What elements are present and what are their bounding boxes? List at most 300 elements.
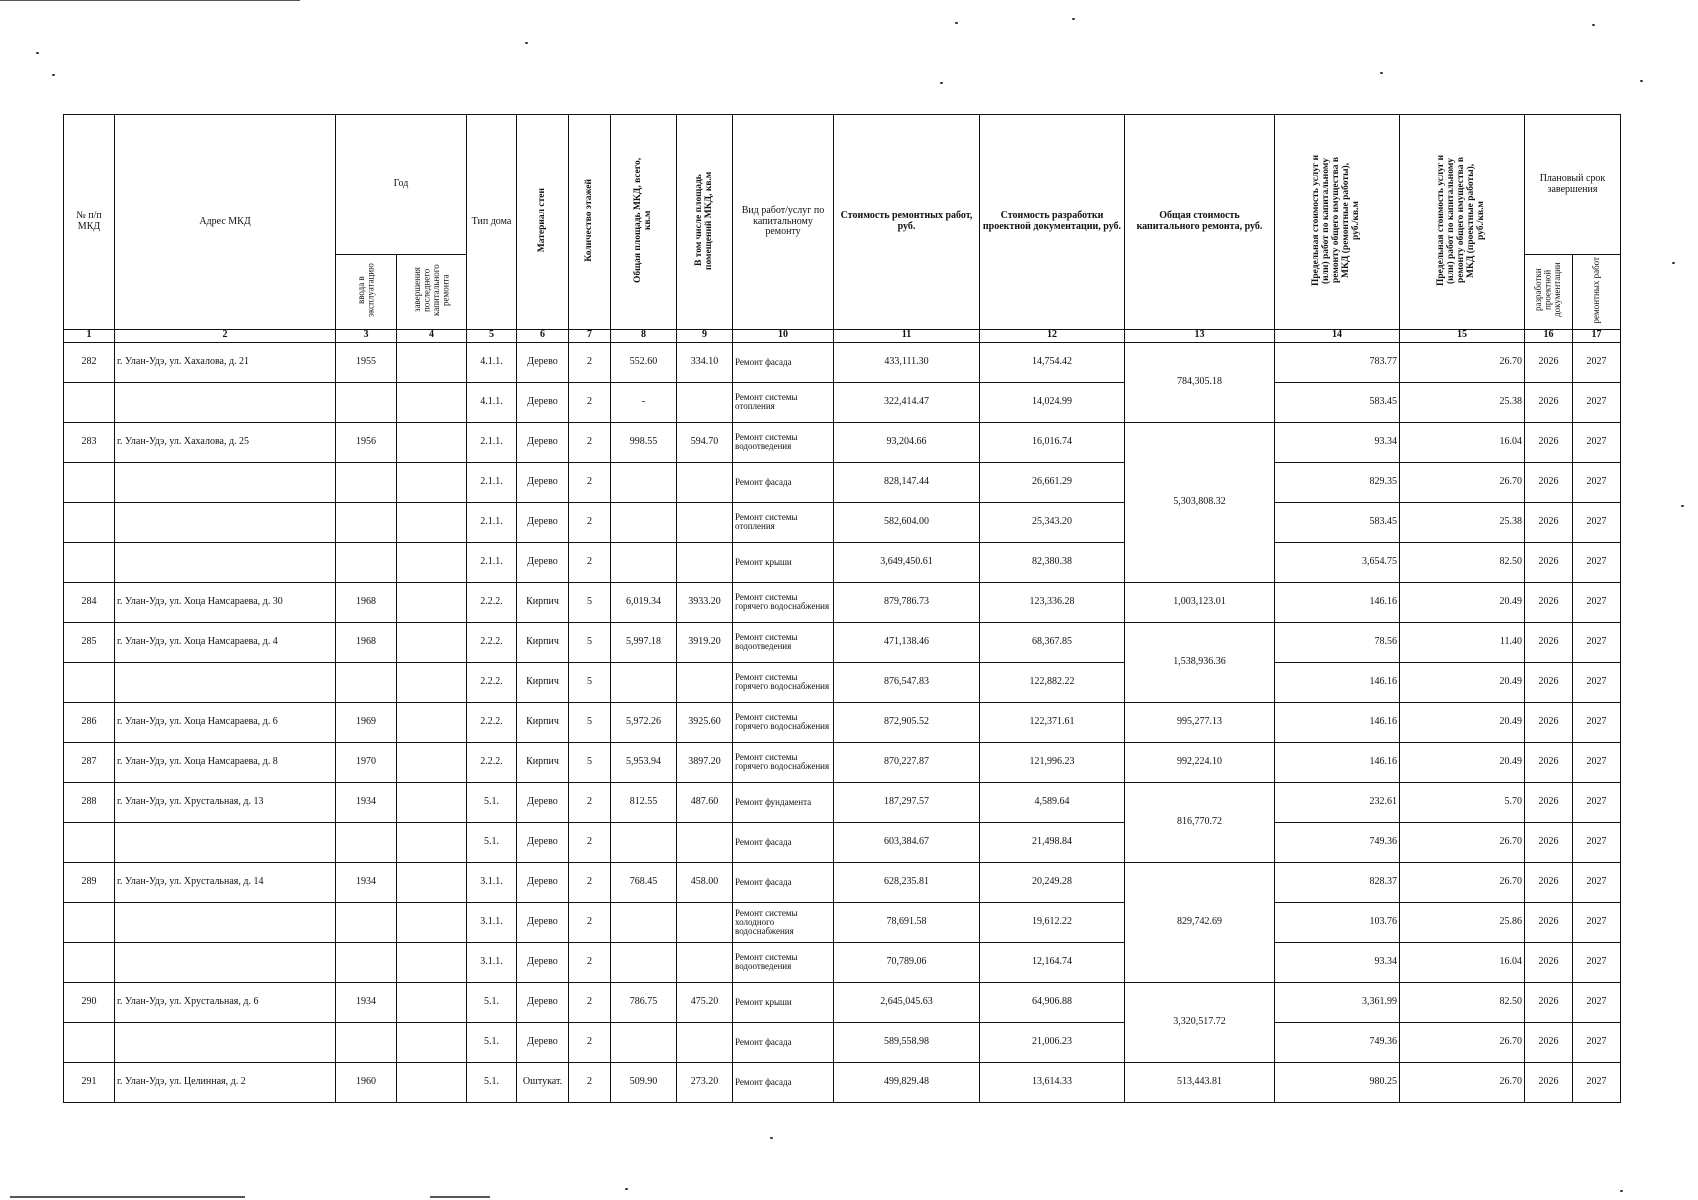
design-cost-cell: 13,614.33	[980, 1062, 1125, 1102]
work-type-cell: Ремонт фундамента	[733, 782, 834, 822]
floors-cell: 2	[569, 822, 611, 862]
year-cell: 1955	[336, 342, 397, 382]
year-cell: 1956	[336, 422, 397, 462]
table-body	[64, 342, 1621, 1102]
row-number: 286	[64, 702, 115, 742]
limit-repair-cell: 749.36	[1275, 1022, 1400, 1062]
house-type-cell: 5.1.	[467, 982, 517, 1022]
premises-area-cell	[677, 902, 733, 942]
table-row	[64, 582, 1621, 622]
floors-cell: 2	[569, 502, 611, 542]
design-cost-cell: 122,371.61	[980, 702, 1125, 742]
premises-area-cell: 3933.20	[677, 582, 733, 622]
address-cell: г. Улан-Удэ, ул. Хоца Намсараева, д. 30	[115, 582, 336, 622]
floors-cell: 2	[569, 982, 611, 1022]
total-area-cell	[611, 502, 677, 542]
total-area-cell: 509.90	[611, 1062, 677, 1102]
house-type-cell: 2.2.2.	[467, 742, 517, 782]
total-area-cell: 812.55	[611, 782, 677, 822]
house-type-cell: 4.1.1.	[467, 342, 517, 382]
design-cost-cell: 14,754.42	[980, 342, 1125, 382]
scan-speck	[1380, 72, 1383, 74]
floors-cell: 2	[569, 902, 611, 942]
design-cost-cell: 121,996.23	[980, 742, 1125, 782]
header-repair-cost: Стоимость ремонтных работ, руб.	[834, 115, 980, 330]
scan-speck	[52, 74, 55, 76]
house-type-cell: 2.2.2.	[467, 622, 517, 662]
plan-repair-cell: 2027	[1573, 902, 1621, 942]
column-number: 17	[1573, 329, 1621, 342]
limit-repair-cell: 232.61	[1275, 782, 1400, 822]
row-number: 285	[64, 622, 115, 662]
repair-cost-cell: 870,227.87	[834, 742, 980, 782]
repair-program-table	[63, 114, 1621, 1103]
floors-cell: 2	[569, 782, 611, 822]
address-cell	[115, 542, 336, 582]
year-cell	[336, 1022, 397, 1062]
wall-material-cell: Дерево	[517, 382, 569, 422]
last-repair-cell	[397, 1022, 467, 1062]
premises-area-cell	[677, 542, 733, 582]
plan-design-cell: 2026	[1525, 782, 1573, 822]
total-area-cell: 768.45	[611, 862, 677, 902]
column-number: 2	[115, 329, 336, 342]
header-wall-material: Материал стен	[517, 115, 569, 330]
limit-design-cell: 20.49	[1400, 662, 1525, 702]
work-type-cell: Ремонт системы горячего водоснабжения	[733, 662, 834, 702]
header-floors: Количество этажей	[569, 115, 611, 330]
year-cell	[336, 462, 397, 502]
column-number: 16	[1525, 329, 1573, 342]
header-year: Год	[336, 115, 467, 255]
row-number: 283	[64, 422, 115, 462]
design-cost-cell: 20,249.28	[980, 862, 1125, 902]
house-type-cell: 4.1.1.	[467, 382, 517, 422]
premises-area-cell: 475.20	[677, 982, 733, 1022]
limit-repair-cell: 146.16	[1275, 582, 1400, 622]
work-type-cell: Ремонт системы горячего водоснабжения	[733, 582, 834, 622]
premises-area-cell: 3925.60	[677, 702, 733, 742]
repair-cost-cell: 582,604.00	[834, 502, 980, 542]
limit-design-cell: 26.70	[1400, 862, 1525, 902]
work-type-cell: Ремонт крыши	[733, 982, 834, 1022]
plan-repair-cell: 2027	[1573, 1022, 1621, 1062]
limit-design-cell: 26.70	[1400, 822, 1525, 862]
address-cell	[115, 382, 336, 422]
address-cell: г. Улан-Удэ, ул. Хахалова, д. 25	[115, 422, 336, 462]
work-type-cell: Ремонт системы водоотведения	[733, 942, 834, 982]
house-type-cell: 5.1.	[467, 1022, 517, 1062]
plan-design-cell: 2026	[1525, 542, 1573, 582]
year-cell	[336, 822, 397, 862]
wall-material-cell: Дерево	[517, 942, 569, 982]
limit-design-cell: 20.49	[1400, 742, 1525, 782]
column-number: 12	[980, 329, 1125, 342]
total-area-cell	[611, 462, 677, 502]
limit-repair-cell: 93.34	[1275, 422, 1400, 462]
plan-repair-cell: 2027	[1573, 342, 1621, 382]
scan-speck	[940, 82, 943, 84]
wall-material-cell: Дерево	[517, 902, 569, 942]
last-repair-cell	[397, 982, 467, 1022]
table-row	[64, 942, 1621, 982]
design-cost-cell: 16,016.74	[980, 422, 1125, 462]
premises-area-cell	[677, 822, 733, 862]
wall-material-cell: Оштукат.	[517, 1062, 569, 1102]
plan-repair-cell: 2027	[1573, 382, 1621, 422]
floors-cell: 2	[569, 1022, 611, 1062]
repair-cost-cell: 433,111.30	[834, 342, 980, 382]
total-cost-cell: 784,305.18	[1125, 342, 1275, 422]
table-row	[64, 502, 1621, 542]
house-type-cell: 5.1.	[467, 782, 517, 822]
total-cost-cell: 992,224.10	[1125, 742, 1275, 782]
address-cell	[115, 902, 336, 942]
wall-material-cell: Дерево	[517, 862, 569, 902]
wall-material-cell: Кирпич	[517, 622, 569, 662]
table-row	[64, 422, 1621, 462]
scan-speck	[770, 1137, 773, 1139]
design-cost-cell: 21,498.84	[980, 822, 1125, 862]
limit-repair-cell: 583.45	[1275, 382, 1400, 422]
limit-design-cell: 20.49	[1400, 702, 1525, 742]
house-type-cell: 2.1.1.	[467, 422, 517, 462]
limit-design-cell: 26.70	[1400, 342, 1525, 382]
row-number: 282	[64, 342, 115, 382]
header-house-type: Тип дома	[467, 115, 517, 330]
premises-area-cell	[677, 382, 733, 422]
design-cost-cell: 19,612.22	[980, 902, 1125, 942]
address-cell: г. Улан-Удэ, ул. Хоца Намсараева, д. 6	[115, 702, 336, 742]
premises-area-cell: 458.00	[677, 862, 733, 902]
table-row	[64, 662, 1621, 702]
plan-repair-cell: 2027	[1573, 822, 1621, 862]
total-area-cell	[611, 542, 677, 582]
work-type-cell: Ремонт системы водоотведения	[733, 422, 834, 462]
total-cost-cell: 995,277.13	[1125, 702, 1275, 742]
column-number: 3	[336, 329, 397, 342]
scan-speck	[1681, 505, 1684, 507]
plan-repair-cell: 2027	[1573, 582, 1621, 622]
house-type-cell: 3.1.1.	[467, 902, 517, 942]
year-cell: 1969	[336, 702, 397, 742]
scan-line	[430, 1196, 490, 1198]
total-area-cell: 5,997.18	[611, 622, 677, 662]
scan-speck	[1592, 24, 1595, 26]
total-area-cell	[611, 662, 677, 702]
total-cost-cell: 829,742.69	[1125, 862, 1275, 982]
plan-design-cell: 2026	[1525, 862, 1573, 902]
plan-repair-cell: 2027	[1573, 502, 1621, 542]
column-number: 14	[1275, 329, 1400, 342]
plan-design-cell: 2026	[1525, 702, 1573, 742]
floors-cell: 2	[569, 462, 611, 502]
plan-design-cell: 2026	[1525, 742, 1573, 782]
floors-cell: 5	[569, 622, 611, 662]
house-type-cell: 2.1.1.	[467, 462, 517, 502]
row-number	[64, 662, 115, 702]
limit-repair-cell: 749.36	[1275, 822, 1400, 862]
total-area-cell: 552.60	[611, 342, 677, 382]
limit-repair-cell: 3,654.75	[1275, 542, 1400, 582]
limit-repair-cell: 93.34	[1275, 942, 1400, 982]
floors-cell: 5	[569, 662, 611, 702]
last-repair-cell	[397, 622, 467, 662]
plan-design-cell: 2026	[1525, 942, 1573, 982]
scan-line	[10, 1196, 245, 1198]
column-number: 4	[397, 329, 467, 342]
repair-cost-cell: 628,235.81	[834, 862, 980, 902]
total-area-cell: 6,019.34	[611, 582, 677, 622]
repair-cost-cell: 828,147.44	[834, 462, 980, 502]
repair-cost-cell: 2,645,045.63	[834, 982, 980, 1022]
last-repair-cell	[397, 582, 467, 622]
scan-speck	[955, 22, 958, 24]
table-row	[64, 542, 1621, 582]
column-number: 10	[733, 329, 834, 342]
floors-cell: 5	[569, 582, 611, 622]
scan-speck	[1072, 18, 1075, 20]
work-type-cell: Ремонт системы отопления	[733, 502, 834, 542]
design-cost-cell: 82,380.38	[980, 542, 1125, 582]
limit-repair-cell: 146.16	[1275, 702, 1400, 742]
limit-repair-cell: 78.56	[1275, 622, 1400, 662]
row-number: 288	[64, 782, 115, 822]
house-type-cell: 3.1.1.	[467, 862, 517, 902]
limit-repair-cell: 583.45	[1275, 502, 1400, 542]
wall-material-cell: Дерево	[517, 422, 569, 462]
scan-line	[0, 0, 300, 1]
scan-speck	[1640, 80, 1643, 82]
design-cost-cell: 12,164.74	[980, 942, 1125, 982]
design-cost-cell: 64,906.88	[980, 982, 1125, 1022]
address-cell	[115, 462, 336, 502]
total-area-cell: -	[611, 382, 677, 422]
header-design-cost: Стоимость разработки проектной документации, руб.	[980, 115, 1125, 330]
plan-design-cell: 2026	[1525, 382, 1573, 422]
wall-material-cell: Дерево	[517, 1022, 569, 1062]
limit-design-cell: 82.50	[1400, 542, 1525, 582]
header-plan-design: разработки проектной документации	[1525, 255, 1573, 330]
address-cell: г. Улан-Удэ, ул. Хоца Намсараева, д. 4	[115, 622, 336, 662]
plan-repair-cell: 2027	[1573, 942, 1621, 982]
work-type-cell: Ремонт фасада	[733, 462, 834, 502]
table-row	[64, 382, 1621, 422]
plan-design-cell: 2026	[1525, 822, 1573, 862]
year-cell	[336, 902, 397, 942]
year-cell: 1934	[336, 862, 397, 902]
plan-repair-cell: 2027	[1573, 662, 1621, 702]
table-row	[64, 782, 1621, 822]
scan-speck	[36, 52, 39, 54]
limit-design-cell: 16.04	[1400, 422, 1525, 462]
work-type-cell: Ремонт крыши	[733, 542, 834, 582]
column-number: 13	[1125, 329, 1275, 342]
last-repair-cell	[397, 502, 467, 542]
plan-repair-cell: 2027	[1573, 542, 1621, 582]
year-cell: 1934	[336, 782, 397, 822]
limit-design-cell: 20.49	[1400, 582, 1525, 622]
design-cost-cell: 68,367.85	[980, 622, 1125, 662]
last-repair-cell	[397, 462, 467, 502]
header-limit-repair: Предельная стоимость услуг и (или) работ по капитальному ремонту общего имущества в МКД (ремонтные работы), руб./кв.м	[1275, 115, 1400, 330]
plan-repair-cell: 2027	[1573, 622, 1621, 662]
total-area-cell	[611, 1022, 677, 1062]
plan-design-cell: 2026	[1525, 502, 1573, 542]
row-number: 289	[64, 862, 115, 902]
repair-cost-cell: 70,789.06	[834, 942, 980, 982]
plan-design-cell: 2026	[1525, 1062, 1573, 1102]
total-area-cell	[611, 822, 677, 862]
repair-cost-cell: 3,649,450.61	[834, 542, 980, 582]
row-number: 284	[64, 582, 115, 622]
header-year-commission: ввода в эксплуатацию	[336, 255, 397, 330]
premises-area-cell	[677, 662, 733, 702]
wall-material-cell: Кирпич	[517, 702, 569, 742]
last-repair-cell	[397, 662, 467, 702]
design-cost-cell: 26,661.29	[980, 462, 1125, 502]
floors-cell: 2	[569, 942, 611, 982]
scan-speck	[525, 42, 528, 44]
plan-design-cell: 2026	[1525, 342, 1573, 382]
limit-repair-cell: 146.16	[1275, 662, 1400, 702]
limit-design-cell: 25.38	[1400, 382, 1525, 422]
limit-repair-cell: 146.16	[1275, 742, 1400, 782]
scan-speck	[625, 1188, 628, 1190]
plan-repair-cell: 2027	[1573, 702, 1621, 742]
wall-material-cell: Дерево	[517, 822, 569, 862]
last-repair-cell	[397, 942, 467, 982]
house-type-cell: 5.1.	[467, 822, 517, 862]
plan-repair-cell: 2027	[1573, 1062, 1621, 1102]
address-cell	[115, 942, 336, 982]
plan-design-cell: 2026	[1525, 662, 1573, 702]
column-number: 15	[1400, 329, 1525, 342]
header-plan-repair: ремонтных работ	[1573, 255, 1621, 330]
wall-material-cell: Кирпич	[517, 742, 569, 782]
floors-cell: 2	[569, 342, 611, 382]
repair-cost-cell: 78,691.58	[834, 902, 980, 942]
house-type-cell: 2.1.1.	[467, 542, 517, 582]
repair-cost-cell: 603,384.67	[834, 822, 980, 862]
house-type-cell: 2.2.2.	[467, 662, 517, 702]
premises-area-cell: 594.70	[677, 422, 733, 462]
table-row	[64, 702, 1621, 742]
column-number: 8	[611, 329, 677, 342]
floors-cell: 2	[569, 422, 611, 462]
total-area-cell: 5,972.26	[611, 702, 677, 742]
work-type-cell: Ремонт системы отопления	[733, 382, 834, 422]
year-cell	[336, 662, 397, 702]
scan-speck	[1620, 1190, 1623, 1192]
row-number	[64, 822, 115, 862]
total-cost-cell: 1,003,123.01	[1125, 582, 1275, 622]
address-cell	[115, 662, 336, 702]
design-cost-cell: 21,006.23	[980, 1022, 1125, 1062]
address-cell: г. Улан-Удэ, ул. Хрустальная, д. 14	[115, 862, 336, 902]
house-type-cell: 5.1.	[467, 1062, 517, 1102]
limit-repair-cell: 783.77	[1275, 342, 1400, 382]
premises-area-cell: 334.10	[677, 342, 733, 382]
premises-area-cell	[677, 942, 733, 982]
header-plan-term: Плановый срок завершения	[1525, 115, 1621, 255]
floors-cell: 2	[569, 382, 611, 422]
premises-area-cell	[677, 462, 733, 502]
floors-cell: 2	[569, 1062, 611, 1102]
column-number: 6	[517, 329, 569, 342]
work-type-cell: Ремонт фасада	[733, 1062, 834, 1102]
row-number	[64, 1022, 115, 1062]
table-row	[64, 822, 1621, 862]
repair-cost-cell: 187,297.57	[834, 782, 980, 822]
limit-design-cell: 16.04	[1400, 942, 1525, 982]
repair-cost-cell: 499,829.48	[834, 1062, 980, 1102]
year-cell	[336, 542, 397, 582]
limit-design-cell: 26.70	[1400, 1022, 1525, 1062]
year-cell	[336, 382, 397, 422]
limit-repair-cell: 828.37	[1275, 862, 1400, 902]
repair-cost-cell: 872,905.52	[834, 702, 980, 742]
year-cell: 1968	[336, 622, 397, 662]
work-type-cell: Ремонт фасада	[733, 822, 834, 862]
wall-material-cell: Дерево	[517, 542, 569, 582]
work-type-cell: Ремонт системы горячего водоснабжения	[733, 702, 834, 742]
work-type-cell: Ремонт системы горячего водоснабжения	[733, 742, 834, 782]
design-cost-cell: 122,882.22	[980, 662, 1125, 702]
wall-material-cell: Дерево	[517, 342, 569, 382]
last-repair-cell	[397, 1062, 467, 1102]
limit-repair-cell: 980.25	[1275, 1062, 1400, 1102]
row-number: 287	[64, 742, 115, 782]
repair-cost-cell: 322,414.47	[834, 382, 980, 422]
total-cost-cell: 3,320,517.72	[1125, 982, 1275, 1062]
plan-design-cell: 2026	[1525, 902, 1573, 942]
row-number	[64, 942, 115, 982]
table-row	[64, 1022, 1621, 1062]
column-number: 9	[677, 329, 733, 342]
house-type-cell: 3.1.1.	[467, 942, 517, 982]
last-repair-cell	[397, 382, 467, 422]
work-type-cell: Ремонт фасада	[733, 1022, 834, 1062]
table-header	[64, 115, 1621, 343]
table-row	[64, 982, 1621, 1022]
plan-repair-cell: 2027	[1573, 422, 1621, 462]
row-number	[64, 502, 115, 542]
repair-cost-cell: 876,547.83	[834, 662, 980, 702]
column-number-row	[64, 329, 1621, 342]
header-year-last-repair: завершения последнего капитального ремонта	[397, 255, 467, 330]
header-total-cost: Общая стоимость капитального ремонта, руб.	[1125, 115, 1275, 330]
plan-design-cell: 2026	[1525, 582, 1573, 622]
house-type-cell: 2.2.2.	[467, 702, 517, 742]
column-number: 11	[834, 329, 980, 342]
last-repair-cell	[397, 862, 467, 902]
plan-design-cell: 2026	[1525, 422, 1573, 462]
table-row	[64, 622, 1621, 662]
premises-area-cell	[677, 1022, 733, 1062]
plan-design-cell: 2026	[1525, 462, 1573, 502]
repair-cost-cell: 879,786.73	[834, 582, 980, 622]
last-repair-cell	[397, 822, 467, 862]
total-cost-cell: 816,770.72	[1125, 782, 1275, 862]
address-cell: г. Улан-Удэ, ул. Хоца Намсараева, д. 8	[115, 742, 336, 782]
last-repair-cell	[397, 342, 467, 382]
design-cost-cell: 123,336.28	[980, 582, 1125, 622]
floors-cell: 2	[569, 542, 611, 582]
table-row	[64, 742, 1621, 782]
plan-design-cell: 2026	[1525, 1022, 1573, 1062]
limit-repair-cell: 103.76	[1275, 902, 1400, 942]
